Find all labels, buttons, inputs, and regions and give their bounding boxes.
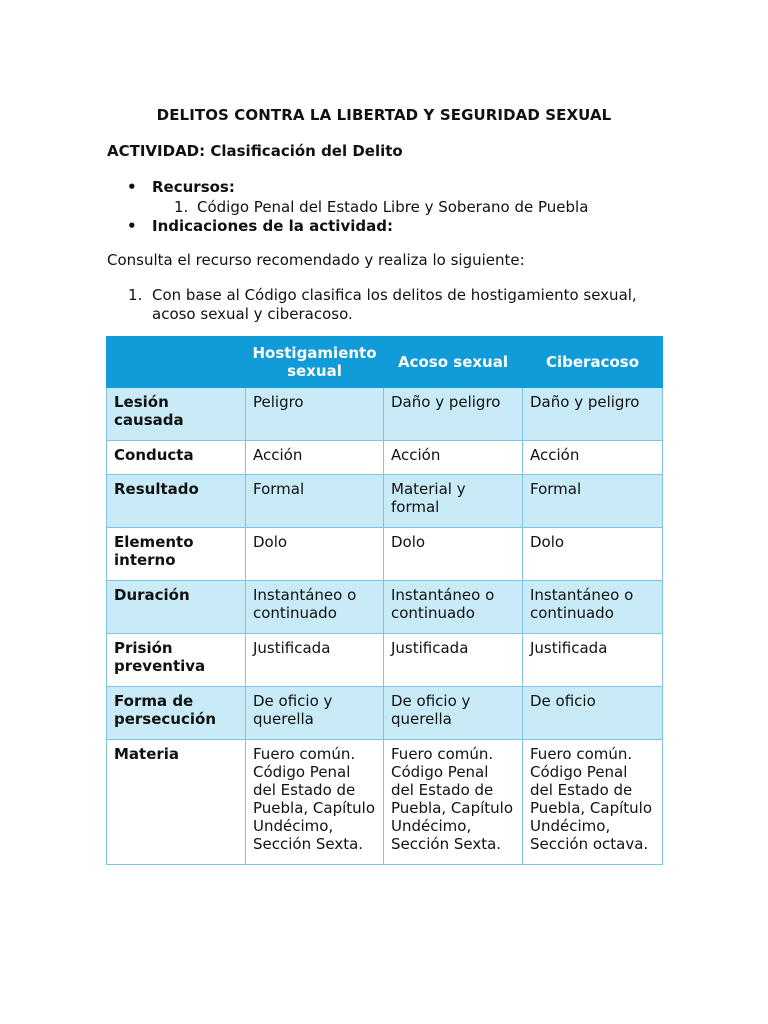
table-cell: Acción [246,441,384,475]
table-cell: Acción [523,441,663,475]
table-row [107,528,663,581]
header-empty [107,337,246,388]
table-cell: Dolo [246,528,384,581]
table-cell: Justificada [523,634,663,687]
table-cell: De oficio y querella [246,687,384,740]
instruction-paragraph: Consulta el recurso recomendado y realiza lo siguiente: [107,251,525,269]
classification-table [106,336,663,865]
bullet-indicaciones [107,216,707,236]
table-row [107,441,663,475]
recurso-number: 1. [174,198,189,216]
bullet-recursos [107,177,707,197]
row-label: Elemento interno [107,528,246,581]
table-cell: Fuero común. Código Penal del Estado de Puebla, Capítulo Undécimo, Sección octava. [523,740,663,865]
document-title: DELITOS CONTRA LA LIBERTAD Y SEGURIDAD SEXUAL [156,106,612,124]
table-cell: Daño y peligro [384,388,523,441]
table-cell: De oficio [523,687,663,740]
table-cell: Acción [384,441,523,475]
row-label: Forma de persecución [107,687,246,740]
table-cell: Fuero común. Código Penal del Estado de Puebla, Capítulo Undécimo, Sección Sexta. [384,740,523,865]
indicaciones-label: Indicaciones de la actividad: [152,217,393,235]
table-cell: Formal [246,475,384,528]
resources-list [107,177,707,217]
row-label: Lesión causada [107,388,246,441]
table-cell: Instantáneo o continuado [384,581,523,634]
table-row [107,687,663,740]
table-cell: Justificada [384,634,523,687]
table-cell: Fuero común. Código Penal del Estado de Puebla, Capítulo Undécimo, Sección Sexta. [246,740,384,865]
table-header-row [107,337,663,388]
table-cell: De oficio y querella [384,687,523,740]
table-cell: Formal [523,475,663,528]
bullet-dot-icon: • [127,217,137,235]
row-label: Materia [107,740,246,865]
table-cell: Peligro [246,388,384,441]
row-label: Prisión preventiva [107,634,246,687]
row-label: Resultado [107,475,246,528]
activity-heading: ACTIVIDAD: Clasificación del Delito [107,142,403,160]
table-row [107,475,663,528]
recurso-text: Código Penal del Estado Libre y Soberano de Puebla [197,198,589,216]
header-ciberacoso: Ciberacoso [523,337,663,388]
row-label: Duración [107,581,246,634]
question-text: Con base al Código clasifica los delitos de hostigamiento sexual, acoso sexual y ciberacoso. [152,286,637,323]
bullet-indicaciones-wrap [107,216,707,236]
row-label: Conducta [107,441,246,475]
table-cell: Instantáneo o continuado [246,581,384,634]
recurso-item [107,197,707,217]
table-cell: Justificada [246,634,384,687]
table-row [107,581,663,634]
question-item [107,286,667,324]
header-hostigamiento: Hostigamiento sexual [246,337,384,388]
table-cell: Daño y peligro [523,388,663,441]
table-cell: Dolo [523,528,663,581]
question-number: 1. [128,286,143,304]
recursos-label: Recursos: [152,178,235,196]
table-cell: Material y formal [384,475,523,528]
table-row [107,634,663,687]
header-acoso: Acoso sexual [384,337,523,388]
table-cell: Dolo [384,528,523,581]
table-row [107,388,663,441]
table-row [107,740,663,865]
table-cell: Instantáneo o continuado [523,581,663,634]
bullet-dot-icon: • [127,178,137,196]
